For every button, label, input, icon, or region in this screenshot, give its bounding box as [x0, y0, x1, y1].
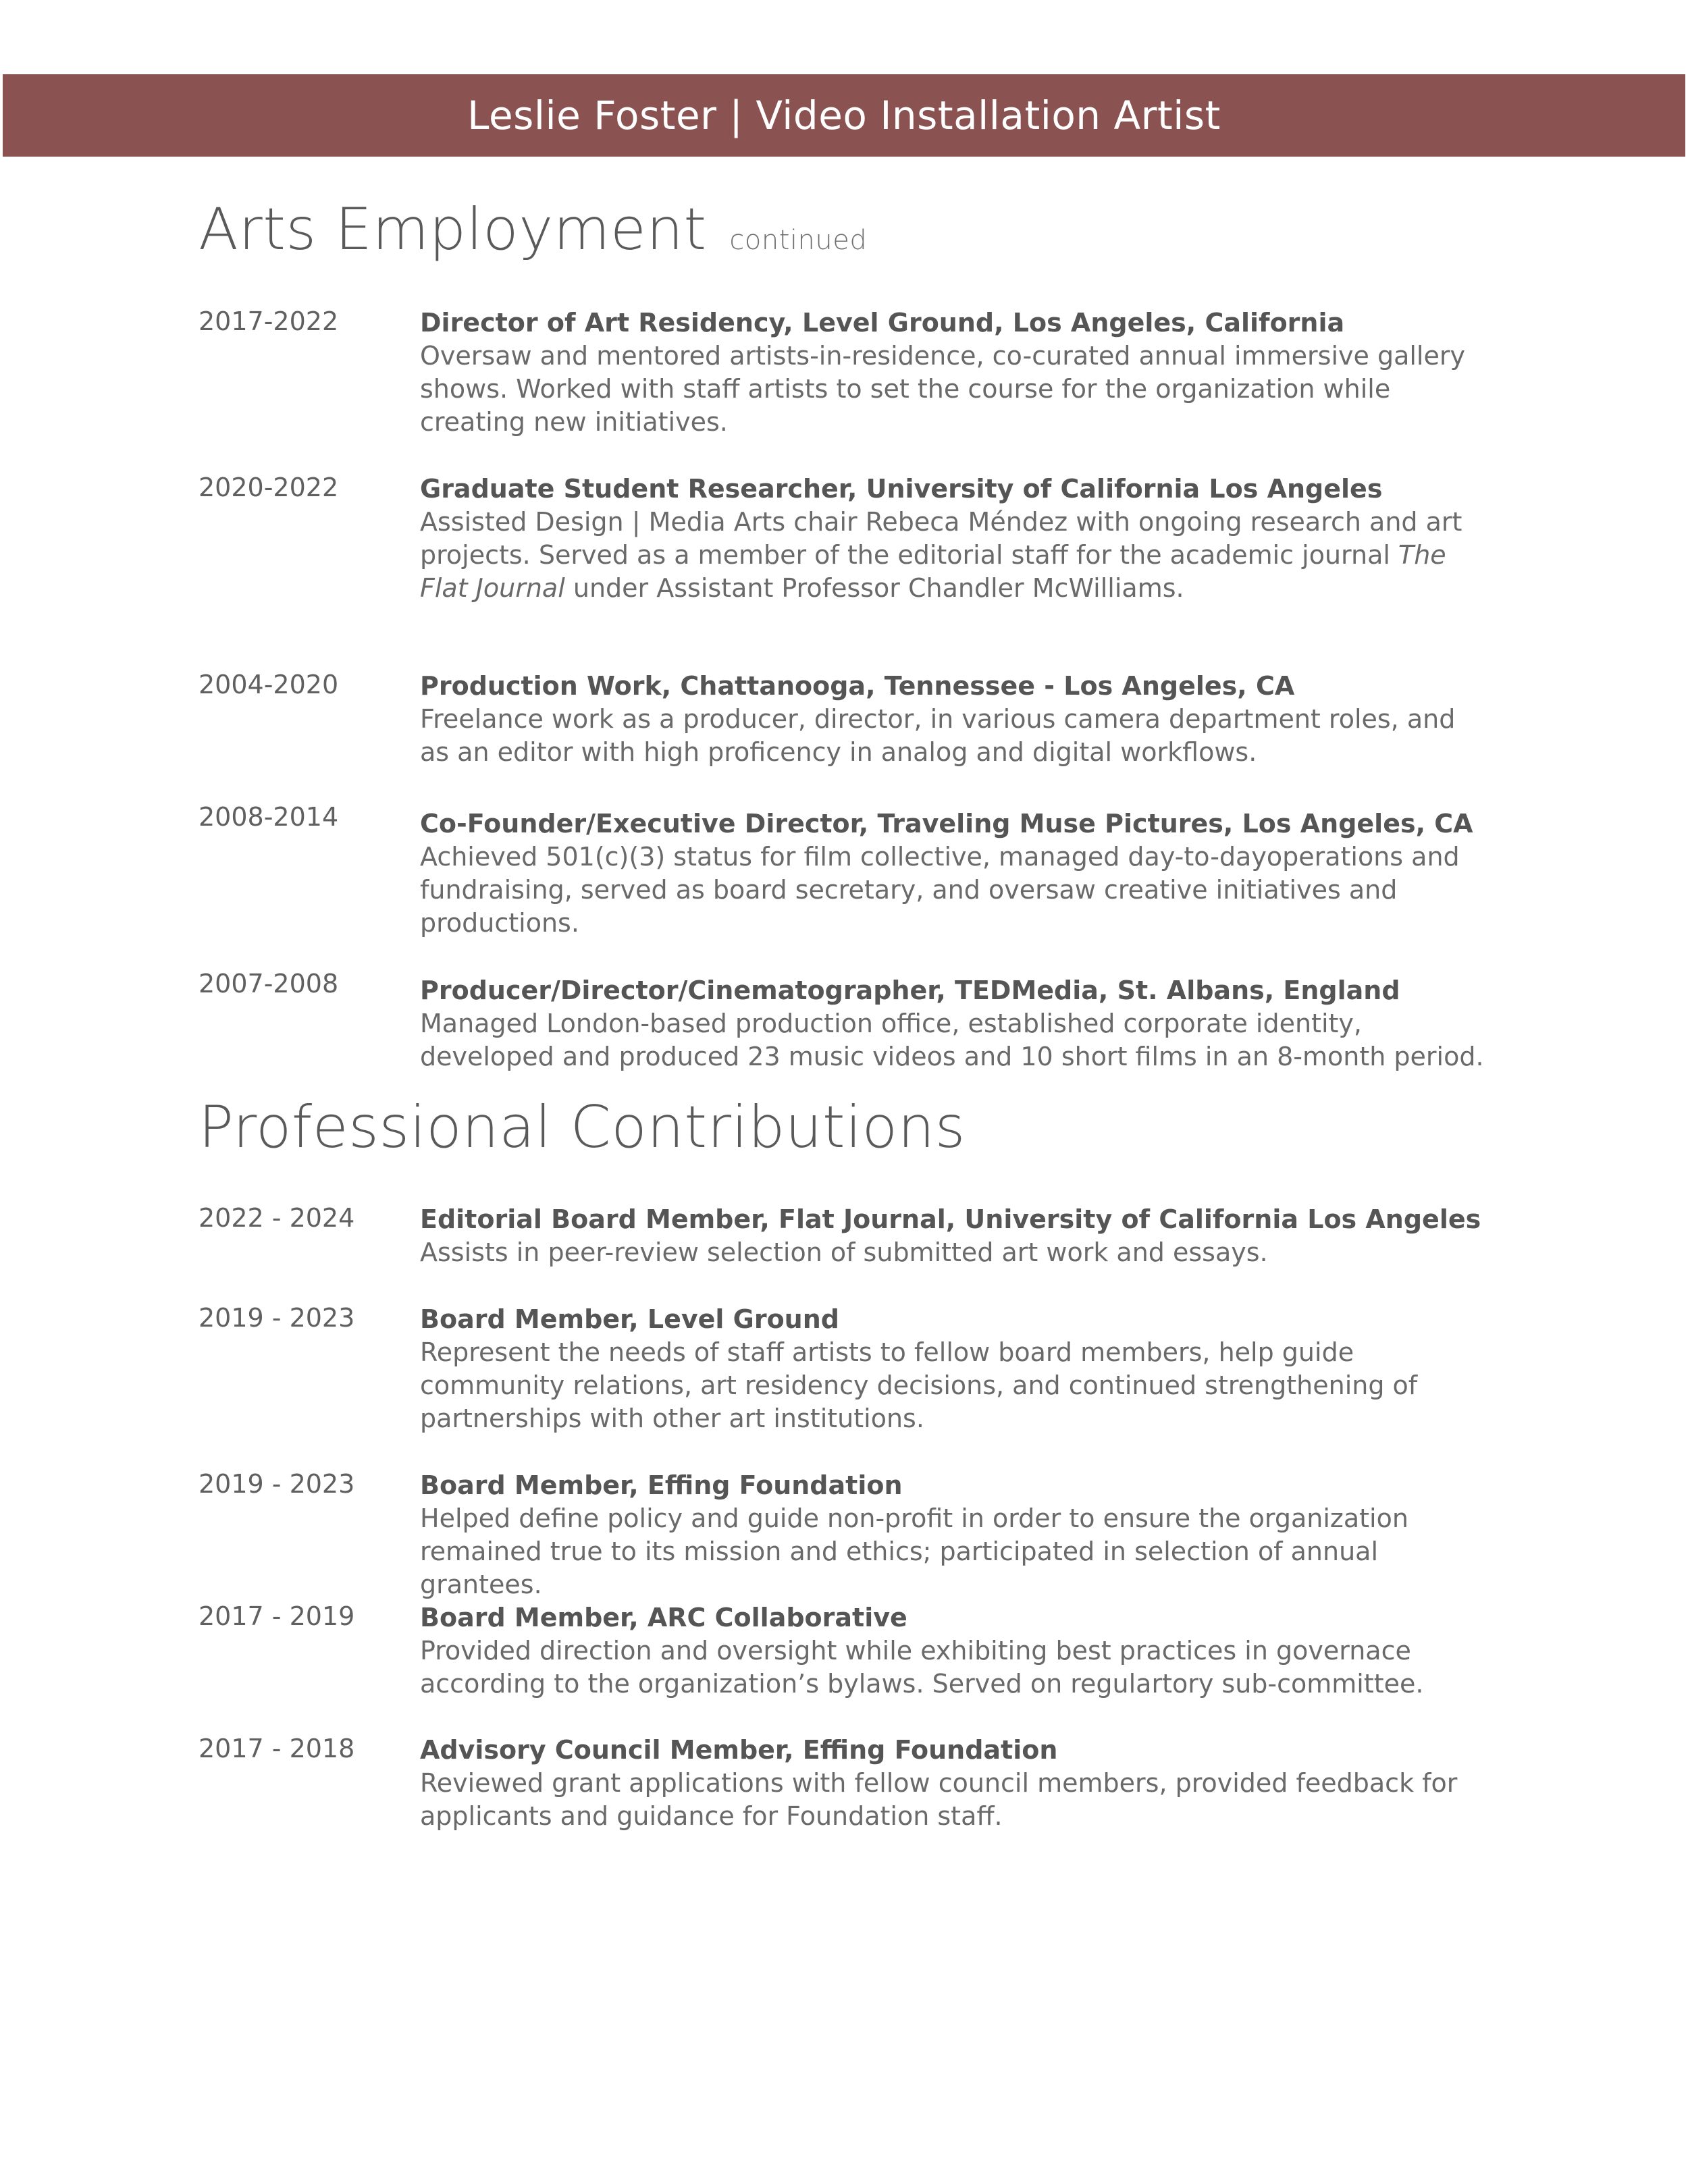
entry-description [420, 506, 1487, 605]
entry-body [420, 1203, 1487, 1269]
entry-years: 2022 - 2024 [199, 1203, 355, 1233]
entry-years: 2017 - 2019 [199, 1601, 355, 1631]
arts-employment-heading-suffix: continued [729, 225, 868, 256]
header-band [3, 74, 1685, 157]
entry-role: Advisory Council Member, Effing Foundation [420, 1735, 1058, 1765]
professional-contributions-heading-text: Professional Contributions [199, 1094, 966, 1161]
entry-body [420, 670, 1487, 769]
page-title: Leslie Foster | Video Installation Artist [467, 92, 1221, 138]
entry-role: Director of Art Residency, Level Ground, Los Angeles, California [420, 308, 1345, 338]
entry-body [420, 1601, 1487, 1701]
entry-role: Graduate Student Researcher, University of California Los Angeles [420, 474, 1383, 504]
entry-body [420, 1469, 1487, 1601]
entry-description: Managed London-based production office, established corporate identity, developed and produced 23 music videos and 10 short films in an 8-month period. [420, 1009, 1484, 1071]
entry-years: 2007-2008 [199, 969, 339, 998]
entry-body [420, 974, 1487, 1073]
entry-years: 2017-2022 [199, 307, 339, 336]
entry-role: Board Member, Effing Foundation [420, 1470, 903, 1500]
entry-role: Editorial Board Member, Flat Journal, University of California Los Angeles [420, 1204, 1481, 1234]
entry-description: Provided direction and oversight while exhibiting best practices in governace according to the organization’s bylaws. Served on regulartory sub-committee. [420, 1636, 1424, 1699]
arts-employment-heading-text: Arts Employment [199, 196, 707, 263]
entry-years: 2017 - 2018 [199, 1734, 355, 1763]
entry-role: Production Work, Chattanooga, Tennessee - Los Angeles, CA [420, 671, 1295, 701]
entry-description: Achieved 501(c)(3) status for film collective, managed day-to-dayoperations and fundraising, served as board secretary, and oversaw creative initiatives and productions. [420, 842, 1460, 938]
entry-description-text: Assisted Design | Media Arts chair Rebeca Méndez with ongoing research and art projects. Served as a member of the editorial staff for the academic journal [420, 507, 1462, 570]
arts-employment-heading [199, 196, 867, 263]
entry-description-text: under Assistant Professor Chandler McWilliams. [564, 573, 1184, 603]
entry-role: Board Member, ARC Collaborative [420, 1603, 907, 1632]
entry-description: Freelance work as a producer, director, in various camera department roles, and as an editor with high proficency in analog and digital workflows. [420, 704, 1456, 767]
entry-years: 2008-2014 [199, 802, 339, 832]
entry-body [420, 1734, 1487, 1833]
entry-role: Producer/Director/Cinematographer, TEDMedia, St. Albans, England [420, 976, 1400, 1005]
entry-body [420, 1303, 1487, 1435]
entry-description: Assists in peer-review selection of submitted art work and essays. [420, 1237, 1268, 1267]
entry-years: 2020-2022 [199, 473, 339, 502]
entry-description: Represent the needs of staff artists to fellow board members, help guide community relations, art residency decisions, and continued strengthening of partnerships with other art institutions. [420, 1337, 1418, 1433]
journal-title: The Flat Journal [420, 540, 1446, 603]
entry-years: 2004-2020 [199, 670, 339, 699]
entry-years: 2019 - 2023 [199, 1303, 355, 1333]
entry-body [420, 473, 1487, 605]
entry-role: Co-Founder/Executive Director, Traveling Muse Pictures, Los Angeles, CA [420, 809, 1473, 838]
professional-contributions-heading [199, 1094, 966, 1161]
entry-description: Helped define policy and guide non-profit in order to ensure the organization remained true to its mission and ethics; participated in selection of annual grantees. [420, 1503, 1408, 1599]
entry-role: Board Member, Level Ground [420, 1304, 839, 1334]
entry-description: Reviewed grant applications with fellow council members, provided feedback for applicants and guidance for Foundation staff. [420, 1768, 1458, 1831]
entry-body [420, 307, 1487, 439]
entry-description: Oversaw and mentored artists-in-residence, co-curated annual immersive gallery shows. Worked with staff artists to set the course for the organization while creating new initiatives. [420, 341, 1465, 437]
entry-body [420, 807, 1487, 940]
entry-years: 2019 - 2023 [199, 1469, 355, 1499]
